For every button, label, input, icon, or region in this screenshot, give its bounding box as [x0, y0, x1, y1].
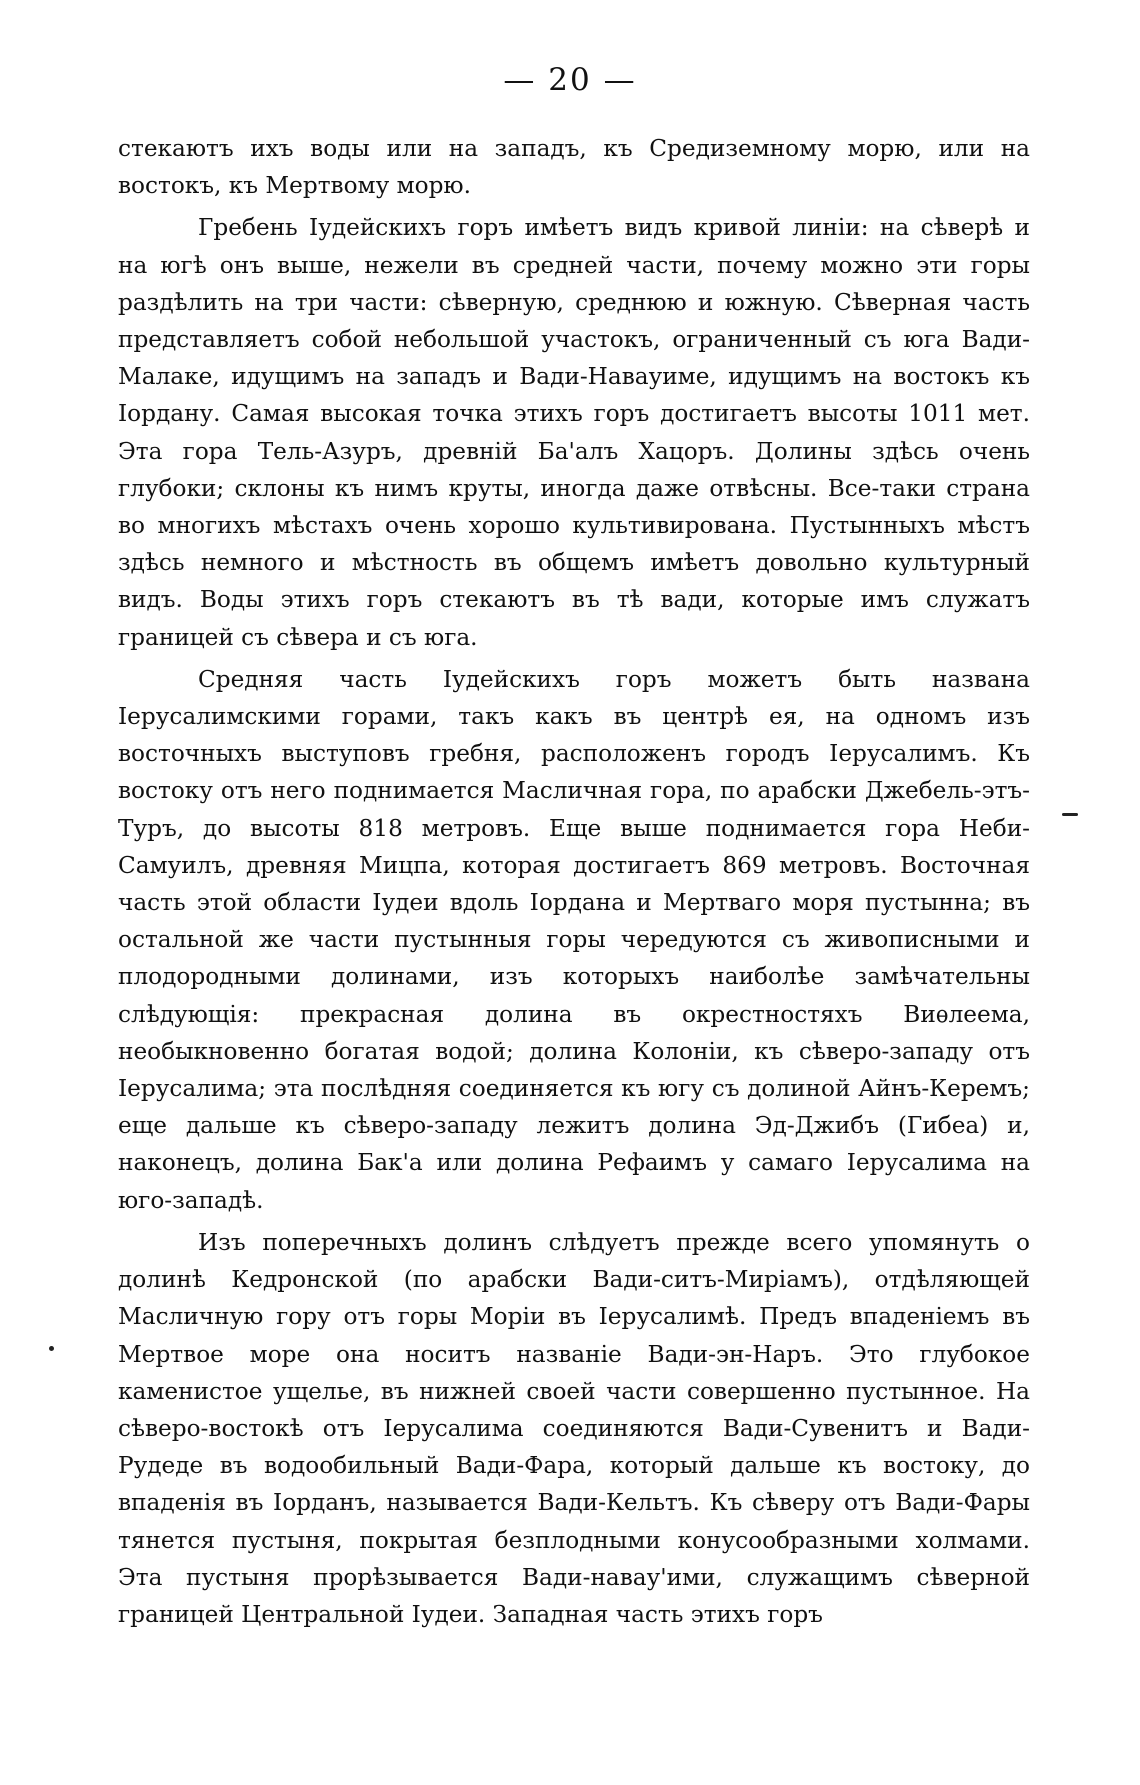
page-number: — 20 — — [503, 62, 637, 98]
paragraph-continuation: стекаютъ ихъ воды или на западъ, къ Средиземному морю, или на востокъ, къ Мертвому морю. — [118, 135, 1030, 200]
paragraph-northern-part: Гребень Іудейскихъ горъ имѣетъ видъ кривой линіи: на сѣверѣ и на югѣ онъ выше, нежели въ средней части, почему можно эти горы раздѣлить на три части: сѣверную, среднюю и южную. Сѣверная часть представляетъ собой небольшой участокъ, ограниченный съ юга Вади-Малаке, идущимъ на западъ и Вади-Навауиме, идущимъ на востокъ къ Іордану. Самая высокая точка этихъ горъ достигаетъ высоты 1011 мет. Эта гора Тель-Азуръ, древній Ба'алъ Хацоръ. Долины здѣсь очень глубоки; склоны къ нимъ круты, иногда даже отвѣсны. Все-таки страна во многихъ мѣстахъ очень хорошо культивирована. Пустынныхъ мѣстъ здѣсь немного и мѣстность въ общемъ имѣетъ довольно культурный видъ. Воды этихъ горъ стекаютъ въ тѣ вади, которые имъ служатъ границей съ сѣвера и съ юга. — [118, 214, 1030, 651]
body-text — [118, 130, 1030, 1633]
margin-dash-mark — [1062, 813, 1078, 816]
paragraph-transverse-valleys: Изъ поперечныхъ долинъ слѣдуетъ прежде всего упомянуть о долинѣ Кедронской (по арабски Вади-ситъ-Миріамъ), отдѣляющей Масличную гору отъ горы Моріи въ Іерусалимѣ. Предъ впаденіемъ въ Мертвое море она носитъ названіе Вади-эн-Наръ. Это глубокое каменистое ущелье, въ нижней своей части совершенно пустынное. На сѣверо-востокѣ отъ Іерусалима соединяются Вади-Сувенитъ и Вади-Рудеде въ водообильный Вади-Фара, который дальше къ востоку, до впаденія въ Іорданъ, называется Вади-Кельтъ. Къ сѣверу отъ Вади-Фары тянется пустыня, покрытая безплодными конусообразными холмами. Эта пустыня прорѣзывается Вади-навау'ими, служащимъ сѣверной границей Центральной Іудеи. Западная часть этихъ горъ — [118, 1228, 1030, 1628]
paragraph-middle-part: Средняя часть Іудейскихъ горъ можетъ быть названа Іерусалимскими горами, такъ какъ въ центрѣ ея, на одномъ изъ восточныхъ выступовъ гребня, расположенъ городъ Іерусалимъ. Къ востоку отъ него поднимается Масличная гора, по арабски Джебель-этъ-Туръ, до высоты 818 метровъ. Еще выше поднимается гора Неби-Самуилъ, древняя Мицпа, которая достигаетъ 869 метровъ. Восточная часть этой области Іудеи вдоль Іордана и Мертваго моря пустынна; въ остальной же части пустынныя горы чередуются съ живописными и плодородными долинами, изъ которыхъ наиболѣе замѣчательны слѣдующія: прекрасная долина въ окрестностяхъ Виѳлеема, необыкновенно богатая водой; долина Колоніи, къ сѣверо-западу отъ Іерусалима; эта послѣдняя соединяется къ югу съ долиной Айнъ-Керемъ; еще дальше къ сѣверо-западу лежитъ долина Эд-Джибъ (Гибеа) и, наконецъ, долина Бак'а или долина Рефаимъ у самаго Іерусалима на юго-западѣ. — [118, 665, 1030, 1214]
margin-dot-mark — [49, 1346, 54, 1351]
